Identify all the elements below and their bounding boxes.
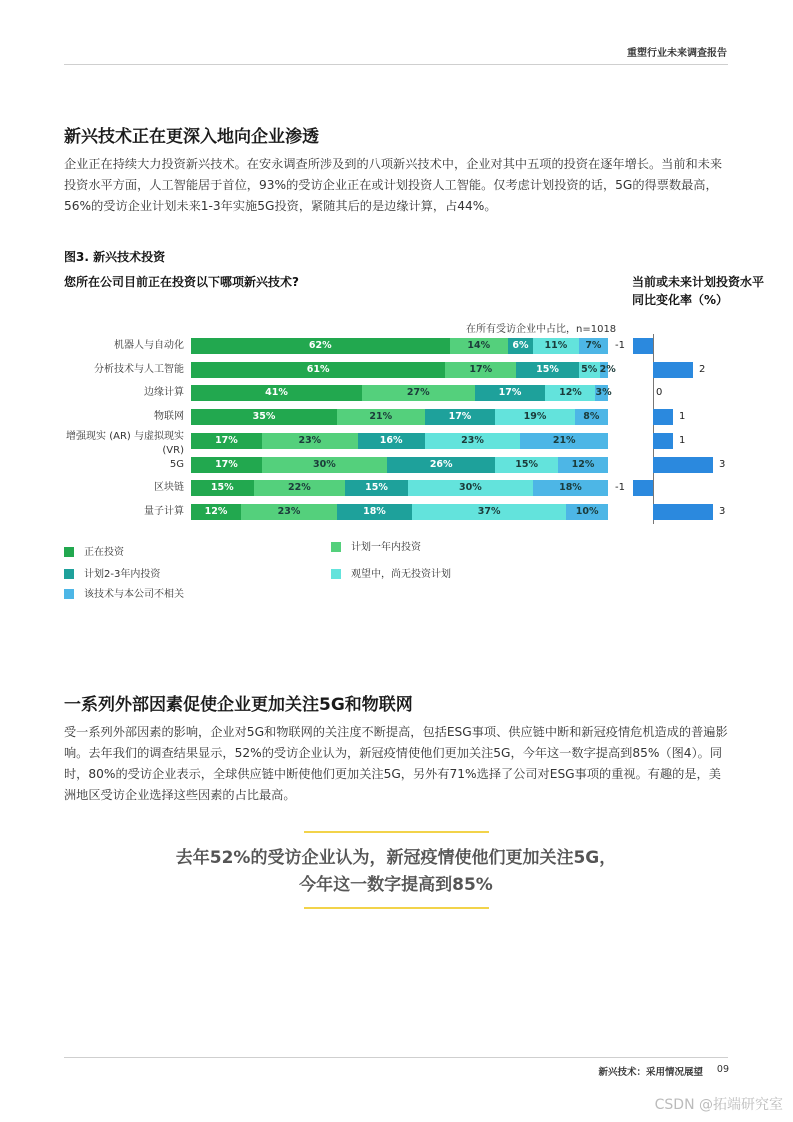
change-rate-bar	[653, 409, 673, 425]
change-rate-label: 1	[679, 434, 686, 446]
bar-segment: 26%	[387, 457, 495, 473]
bar-segment: 17%	[445, 362, 516, 378]
section2-paragraph: 受一系列外部因素的影响，企业对5G和物联网的关注度不断提高，包括ESG事项、供应链中断和新冠疫情危机造成的普遍影响。去年我们的调查结果显示，52%的受访企业认为，新冠疫情使他们更加关注5G，今年这一数字提高到85%（图4）。同时，80%的受访企业表示，全球供应链中断使他们更加关注5G，另外有71%选择了公司对ESG事项的重视。有趣的是，美洲地区受访企业选择这些因素的占比最高。	[64, 725, 728, 802]
change-rate-label: -1	[615, 340, 625, 351]
bar-segment: 15%	[191, 480, 254, 496]
bar-segment: 41%	[191, 385, 362, 401]
bar-segment: 2%	[600, 362, 608, 378]
bar-segment: 17%	[191, 433, 262, 449]
bar-segment: 23%	[262, 433, 358, 449]
bar-segment: 18%	[337, 504, 412, 520]
legend-item	[331, 542, 421, 554]
change-rate-label: -1	[615, 482, 625, 494]
quote-bottom-line	[304, 907, 489, 909]
bar-segment: 6%	[508, 338, 533, 354]
change-rate-bar	[653, 457, 713, 473]
legend-swatch	[331, 542, 341, 552]
bar-segment: 17%	[191, 457, 262, 473]
change-rate-label: 1	[679, 411, 686, 423]
legend-label: 该技术与本公司不相关	[84, 589, 184, 600]
bar-segment: 7%	[579, 338, 608, 354]
legend-swatch	[64, 589, 74, 599]
figure-label: 图3. 新兴技术投资	[64, 250, 166, 264]
pull-quote-line2: 今年这一数字提高到85%	[299, 875, 493, 895]
category-label: 5G	[169, 458, 184, 470]
figure-question: 您所在公司目前正在投资以下哪项新兴技术?	[64, 275, 299, 289]
bar-segment: 19%	[495, 409, 574, 425]
category-label: 区块链	[154, 482, 184, 494]
bar-segment: 5%	[579, 362, 600, 378]
bar-segment: 30%	[262, 457, 387, 473]
quote-top-line	[304, 831, 489, 833]
section1-heading: 新兴技术正在更深入地向企业渗透	[64, 127, 319, 147]
pull-quote-line1: 去年52%的受访企业认为，新冠疫情使他们更加关注5G，	[175, 848, 617, 868]
category-label: 增强现实 (AR) 与虚拟现实 (VR)	[66, 430, 184, 456]
bar-segment: 21%	[520, 433, 608, 449]
change-rate-label: 0	[656, 387, 663, 399]
watermark: CSDN @拓端研究室	[654, 1097, 783, 1113]
bar-segment: 12%	[191, 504, 241, 520]
change-rate-label: 3	[719, 505, 726, 517]
change-rate-bar	[633, 338, 653, 354]
bar-segment: 30%	[408, 480, 533, 496]
report-header-title: 重塑行业未来调查报告	[627, 48, 727, 59]
figure-sample-note: 在所有受访企业中占比，n=1018	[466, 324, 617, 335]
bar-segment: 17%	[475, 385, 546, 401]
category-label: 机器人与自动化	[114, 340, 184, 351]
bar-segment: 12%	[545, 385, 595, 401]
legend-label: 观望中，尚无投资计划	[351, 569, 451, 580]
change-rate-label: 3	[719, 458, 726, 470]
bar-segment: 23%	[425, 433, 521, 449]
category-label: 量子计算	[144, 505, 184, 517]
bar-segment: 15%	[345, 480, 408, 496]
bar-segment: 15%	[516, 362, 579, 378]
category-label: 边缘计算	[144, 387, 184, 399]
section2-heading: 一系列外部因素促使企业更加关注5G和物联网	[64, 695, 413, 715]
legend-swatch	[331, 569, 341, 579]
bar-segment: 14%	[450, 338, 508, 354]
change-rate-bar	[653, 504, 713, 520]
category-label: 物联网	[154, 411, 184, 423]
bar-segment: 11%	[533, 338, 579, 354]
legend-label: 正在投资	[84, 547, 124, 558]
change-rate-bar	[633, 480, 653, 496]
change-rate-bar	[653, 362, 693, 378]
change-rate-title: 当前或未来计划投资水平同比变化率（%）	[632, 275, 765, 307]
legend-item	[64, 589, 184, 601]
bar-segment: 18%	[533, 480, 608, 496]
legend-item	[64, 547, 124, 559]
footer-divider	[64, 1057, 728, 1058]
bar-segment: 23%	[241, 504, 337, 520]
legend-item	[64, 569, 160, 581]
footer-section-title: 新兴技术：采用情况展望	[598, 1067, 703, 1078]
page-number: 09	[716, 1064, 729, 1075]
change-axis-line	[653, 334, 654, 524]
bar-segment: 12%	[558, 457, 608, 473]
bar-segment: 35%	[191, 409, 337, 425]
legend-item	[331, 569, 451, 581]
section1-paragraph: 企业正在持续大力投资新兴技术。在安永调查所涉及到的八项新兴技术中，企业对其中五项的投资在逐年增长。当前和未来投资水平方面，人工智能居于首位，93%的受访企业正在或计划投资人工智能。仅考虑计划投资的话，5G的得票数最高，56%的受访企业计划未来1-3年实施5G投资，紧随其后的是边缘计算，占44%。	[64, 157, 723, 213]
bar-segment: 21%	[337, 409, 425, 425]
bar-segment: 17%	[425, 409, 496, 425]
bar-segment: 37%	[412, 504, 566, 520]
bar-segment: 22%	[254, 480, 346, 496]
bar-segment: 15%	[495, 457, 558, 473]
legend-label: 计划2-3年内投资	[84, 569, 161, 580]
category-label: 分析技术与人工智能	[94, 363, 184, 375]
bar-segment: 8%	[575, 409, 608, 425]
bar-segment: 62%	[191, 338, 450, 354]
legend-swatch	[64, 547, 74, 557]
change-rate-label: 2	[699, 363, 706, 375]
bar-segment: 10%	[566, 504, 608, 520]
change-rate-bar	[653, 433, 673, 449]
bar-segment: 16%	[358, 433, 425, 449]
legend-swatch	[64, 569, 74, 579]
bar-segment: 27%	[362, 385, 475, 401]
legend-label: 计划一年内投资	[351, 542, 421, 553]
bar-segment: 3%	[595, 385, 608, 401]
header-divider	[64, 64, 728, 65]
bar-segment: 61%	[191, 362, 445, 378]
